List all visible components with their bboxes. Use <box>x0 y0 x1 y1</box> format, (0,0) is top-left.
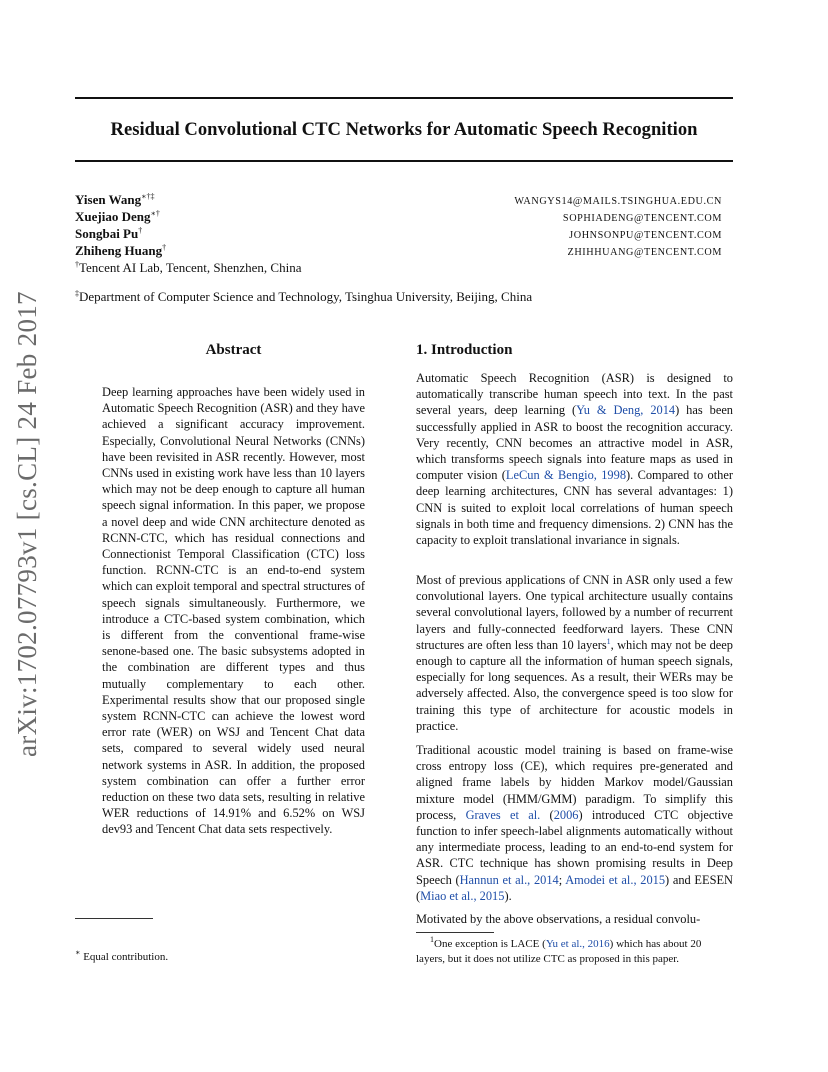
author-1: Yisen Wang∗†‡ <box>75 192 155 207</box>
footnote-rule-right <box>416 932 494 933</box>
intro-heading: 1. Introduction <box>416 342 513 358</box>
intro-paragraph-2: Most of previous applications of CNN in ASR only used a few convolutional layers. One typical architecture usually contains several convolutional layers, followed by a number of recurrent layers and fully-connected feedforward layers. These CNN structures are often less than 10 layers$^1$, which may not be deep enough to capture all the information of human speech signals, especially for long sequences. As a result, their WERs may be adversely affected. Also, the convergence speed is too slow for training this type of architecture for acoustic models in practice. <box>416 573 733 733</box>
footnote-1: $^1$One exception is LACE (Yu et al., 2016) which has about 20 layers, but it does not utilize CTC as proposed in this paper. <box>416 935 702 965</box>
author-2: Xuejiao Deng∗† <box>75 209 160 224</box>
footnote-rule-left <box>75 918 153 919</box>
intro-paragraph-3: Traditional acoustic model training is based on frame-wise cross entropy loss (CE), which requires pre-generated and aligned frame labels by hidden Markov model/Gaussian mixture model (HMM/GMM) paradigm. To simplify this process, Graves et al. (2006) introduced CTC objective function to infer speech-label alignments automatically without any intermediate process, leading to an end-to-end system for ASR. CTC technique has shown promising results in Deep Speech (Hannun et al., 2014; Amodei et al., 2015) and EESEN (Miao et al., 2015). <box>416 743 733 903</box>
affiliation-tsinghua: ‡Department of Computer Science and Technology, Tsinghua University, Beijing, China <box>75 289 533 304</box>
author-3: Songbai Pu† <box>75 226 143 241</box>
intro-paragraph-1: Automatic Speech Recognition (ASR) is designed to automatically transcribe human speech into text. In the past several years, deep learning (Yu & Deng, 2014) has been successfully applied in ASR to boost the recognition accuracy. Very recently, CNN becomes an attractive model in ASR, which transforms speech signals into feature maps as used in computer vision (LeCun & Bengio, 1998). Compared to other deep learning architectures, CNN has several advantages: 1) CNN is suited to exploit local correlations of human speech signals in both time and frequency dimensions. 2) CNN has the capacity to exploit translational invariance in signals. <box>416 371 734 548</box>
footnote-ref-1[interactable]: 1 <box>606 636 611 646</box>
email-1: WANGYS14@MAILS.TSINGHUA.EDU.CN <box>514 196 722 207</box>
email-3: JOHNSONPU@TENCENT.COM <box>569 230 722 241</box>
email-4: ZHIHHUANG@TENCENT.COM <box>567 247 722 258</box>
email-list <box>514 193 722 261</box>
citation-link[interactable]: Amodei et al., 2015 <box>565 872 666 887</box>
author-list <box>75 191 375 276</box>
citation-link[interactable]: Hannun et al., 2014 <box>459 872 559 887</box>
paper-title: Residual Convolutional CTC Networks for Automatic Speech Recognition <box>110 119 698 140</box>
abstract-text: Deep learning approaches have been widely used in Automatic Speech Recognition (ASR) and they have achieved a significant accuracy improvement. Especially, Convolutional Neural Networks (CNNs) have been revisited in ASR recently. However, most CNNs used in existing work have less than 10 layers which may not be deep enough to capture all human speech signal information. In this paper, we propose a novel deep and wide CNN architecture denoted as RCNN-CTC, which has residual connections and Connectionist Temporal Classification (CTC) loss function. RCNN-CTC is an end-to-end system which can exploit temporal and spectral structures of speech signals simultaneously. Furthermore, we introduce a CTC-based system combination, which is different from the conventional frame-wise senone-based one. The basic subsystems adopted in the combination are different types and thus mutually complementary to each other. Experimental results show that our proposed single system RCNN-CTC can achieve the lowest word error rate (WER) on WSJ and Tencent Chat data sets, compared to several widely used neural network systems in ASR. In addition, the proposed system combination can offer a further error reduction on these two data sets, resulting in relative WER reductions of 14.91% and 6.52% on WSJ dev93 and Tencent Chat data sets respectively. <box>102 385 365 837</box>
citation-link[interactable]: Miao et al., 2015 <box>420 888 505 903</box>
citation-link[interactable]: Yu & Deng, 2014 <box>576 403 676 418</box>
citation-link[interactable]: Yu et al., 2016 <box>545 938 610 950</box>
arxiv-stamp: arXiv:1702.07793v1 [cs.CL] 24 Feb 2017 <box>12 291 42 757</box>
email-2: SOPHIADENG@TENCENT.COM <box>562 213 722 224</box>
top-rule <box>75 97 733 99</box>
citation-link[interactable]: 2006 <box>553 807 579 822</box>
title-bottom-rule <box>75 160 733 162</box>
abstract-heading: Abstract <box>205 342 262 358</box>
intro-paragraph-4: Motivated by the above observations, a residual convolu- <box>416 912 701 926</box>
citation-link[interactable]: LeCun & Bengio, 1998 <box>505 468 627 483</box>
footnote-equal-contribution: ∗ Equal contribution. <box>75 948 169 963</box>
affiliation-tencent: †Tencent AI Lab, Tencent, Shenzhen, China <box>75 260 302 275</box>
citation-link[interactable]: Graves et al. <box>465 807 541 822</box>
author-4: Zhiheng Huang† <box>75 243 167 258</box>
